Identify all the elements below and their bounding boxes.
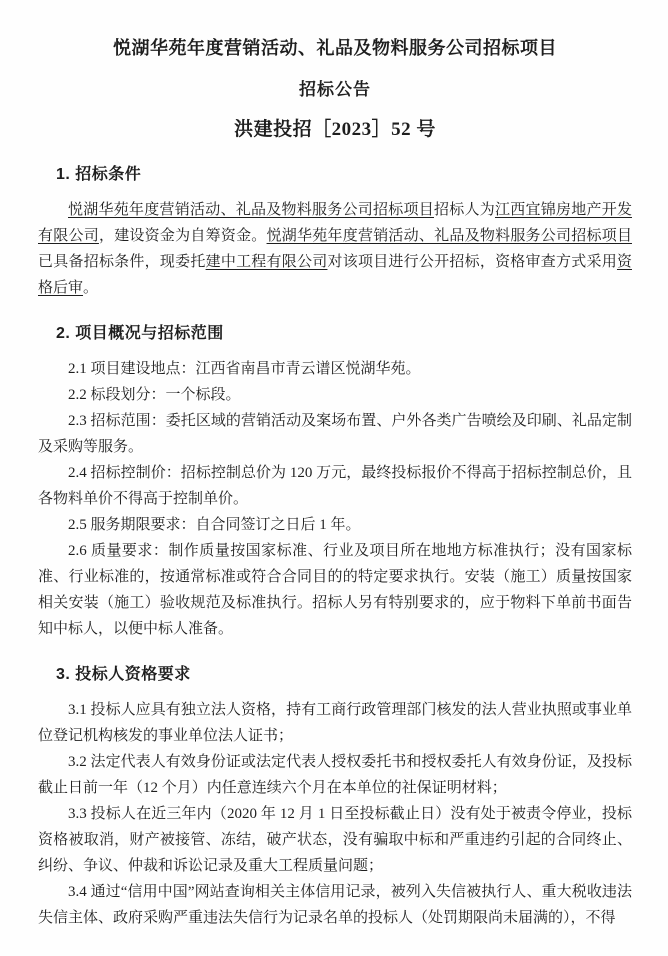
text-segment: 已具备招标条件，现委托 bbox=[38, 254, 206, 270]
section-3-clauses bbox=[38, 697, 632, 931]
text-segment: ，建设资金为自筹资金。 bbox=[98, 228, 267, 244]
clause-item: 2.5 服务期限要求：自合同签订之日后 1 年。 bbox=[68, 517, 361, 533]
document-number: 洪建投招［2023］52 号 bbox=[234, 119, 436, 140]
clause-item: 2.2 标段划分：一个标段。 bbox=[68, 387, 241, 403]
document-title: 悦湖华苑年度营销活动、礼品及物料服务公司招标项目 bbox=[113, 38, 557, 58]
clause-item: 2.4 招标控制价：招标控制总价为 120 万元，最终投标报价不得高于招标控制总价，且各物料单价不得高于控制单价。 bbox=[38, 465, 632, 507]
underlined-text: 建中工程有限公司 bbox=[205, 254, 328, 270]
underlined-text: 悦湖华苑年度营销活动、礼品及物料服务公司招标项目 bbox=[68, 202, 434, 218]
section-2-heading: 2. 项目概况与招标范围 bbox=[56, 325, 224, 342]
section-2-clauses bbox=[38, 356, 632, 642]
underlined-text: 资格后审 bbox=[38, 254, 632, 296]
text-segment: 。 bbox=[83, 280, 99, 296]
clause-item: 3.4 通过“信用中国”网站查询相关主体信用记录，被列入失信被执行人、重大税收违法失信主体、政府采购严重违法失信行为记录名单的投标人（处罚期限尚未届满的），不得 bbox=[38, 884, 632, 926]
underlined-text: 江西宜锦房地产开发有限公司 bbox=[38, 202, 632, 244]
underlined-text: 悦湖华苑年度营销活动、礼品及物料服务公司招标项目 bbox=[266, 228, 632, 244]
tender-conditions-paragraph bbox=[38, 197, 632, 301]
announcement-subtitle: 招标公告 bbox=[299, 80, 371, 99]
section-1-heading: 1. 招标条件 bbox=[56, 166, 142, 183]
clause-item: 2.6 质量要求：制作质量按国家标准、行业及项目所在地地方标准执行；没有国家标准、行业标准的，按通常标准或符合合同目的的特定要求执行。安装（施工）质量按国家相关安装（施工）验收规范及标准执行。招标人另有特别要求的，应于物料下单前书面告知中标人，以便中标人准备。 bbox=[38, 543, 632, 637]
clause-item: 2.3 招标范围：委托区域的营销活动及案场布置、户外各类广告喷绘及印刷、礼品定制及采购等服务。 bbox=[38, 413, 632, 455]
clause-item: 3.2 法定代表人有效身份证或法定代表人授权委托书和授权委托人有效身份证，及投标截止日前一年（12 个月）内任意连续六个月在本单位的社保证明材料； bbox=[38, 754, 632, 796]
text-segment: 对该项目进行公开招标，资格审查方式采用 bbox=[327, 254, 617, 270]
clause-item: 2.1 项目建设地点：江西省南昌市青云谱区悦湖华苑。 bbox=[68, 361, 421, 377]
text-segment: 招标人为 bbox=[433, 202, 495, 218]
section-3-heading: 3. 投标人资格要求 bbox=[56, 666, 191, 683]
clause-item: 3.1 投标人应具有独立法人资格，持有工商行政管理部门核发的法人营业执照或事业单位登记机构核发的事业单位法人证书； bbox=[38, 702, 632, 744]
clause-item: 3.3 投标人在近三年内（2020 年 12 月 1 日至投标截止日）没有处于被责令停业，投标资格被取消，财产被接管、冻结，破产状态，没有骗取中标和严重违约引起的合同终止、纠纷、争议、仲裁和诉讼记录及重大工程质量问题； bbox=[38, 806, 632, 874]
